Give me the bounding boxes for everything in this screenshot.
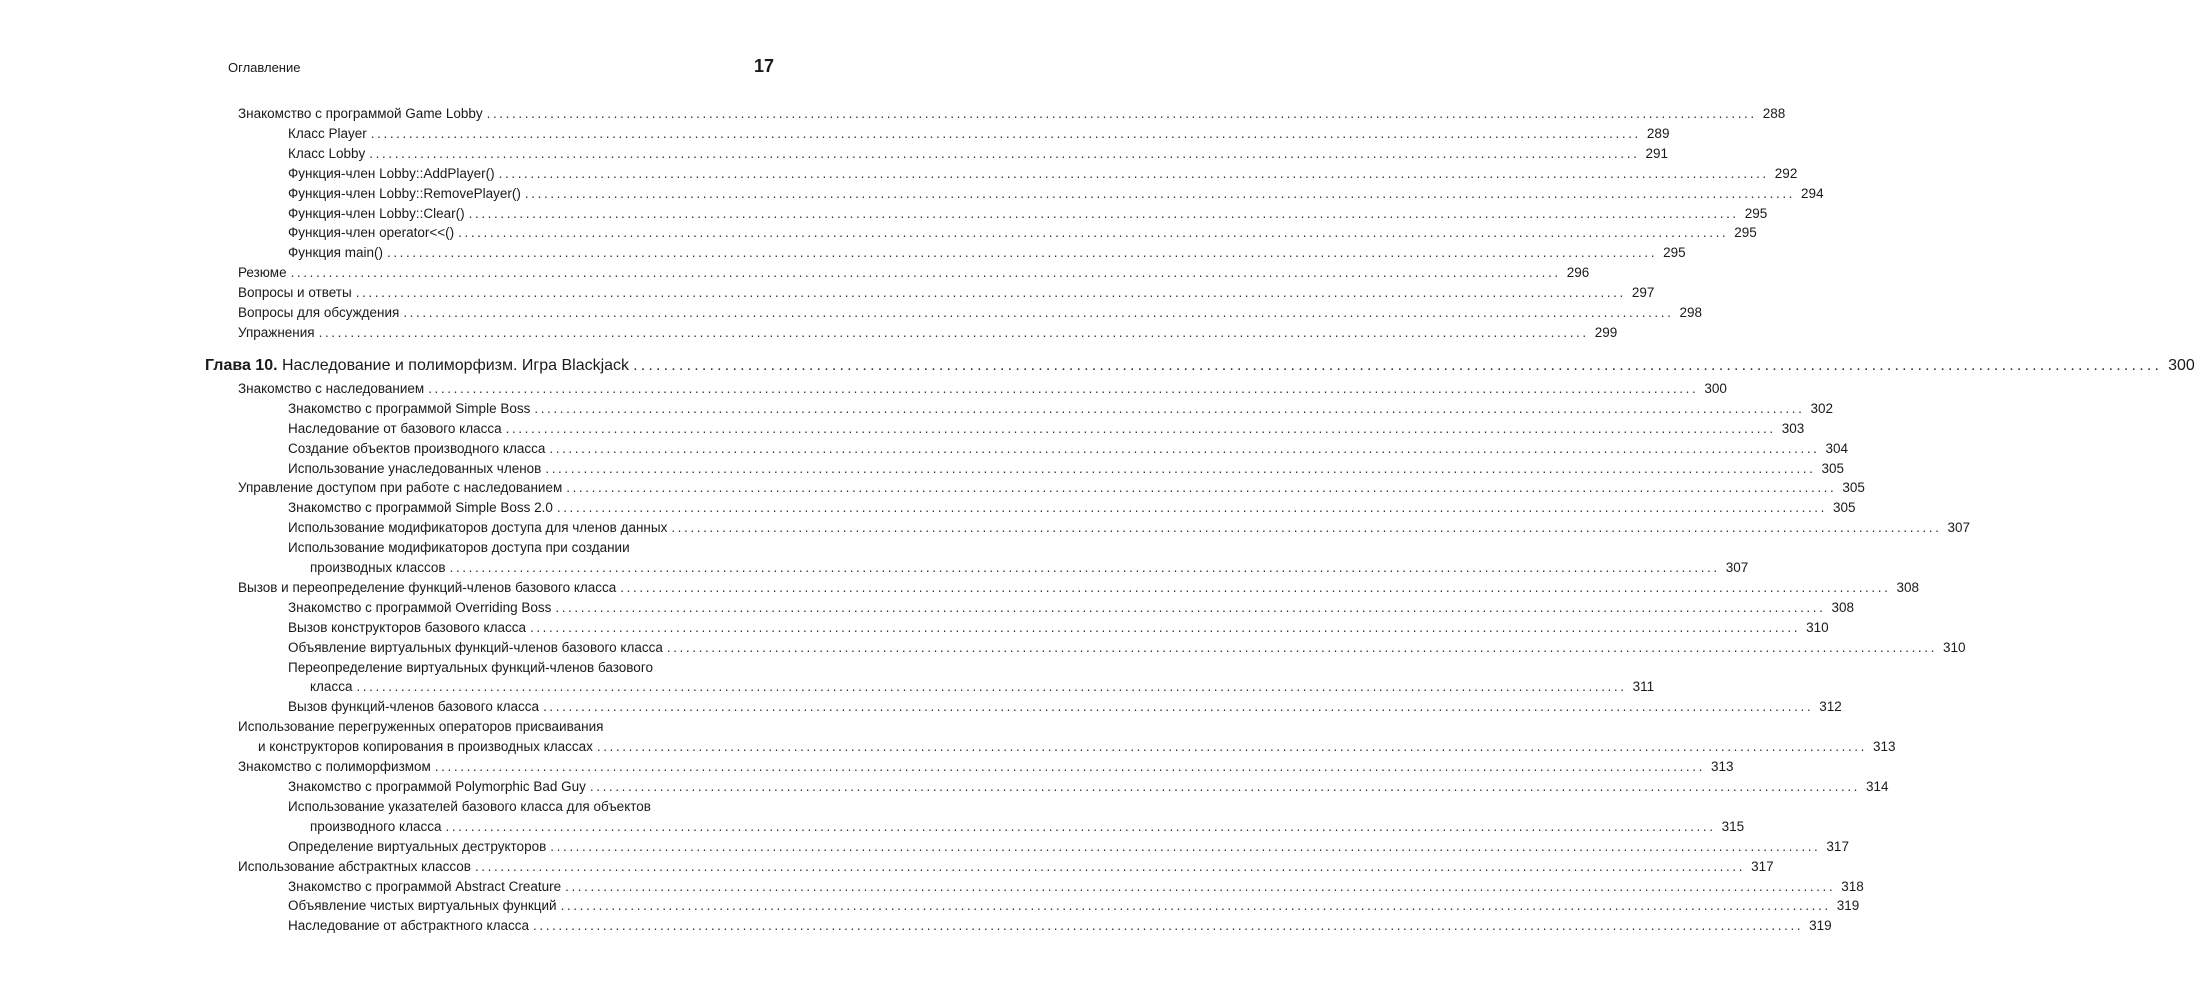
dot-leader: ........................................................................................................................................................................................................ (355, 285, 1626, 301)
dot-leader: ........................................................................................................................................................................................................ (486, 106, 1757, 121)
toc-page-number: 314 (1866, 779, 1889, 794)
chapter-title: Наследование и полиморфизм. Игра Blackjack (282, 356, 630, 374)
toc-page-number: 297 (1631, 285, 1655, 301)
toc-entry-title: Управление доступом при работе с наследованием (238, 480, 563, 496)
toc-page-number: 288 (1762, 106, 1786, 121)
toc-entry (0, 379, 1727, 399)
toc-chapter (0, 354, 2195, 378)
toc-entry (0, 697, 1842, 717)
toc-entry (0, 164, 1798, 184)
toc-entry-title: Определение виртуальных деструкторов (288, 838, 547, 854)
toc-entry-title: Знакомство с программой Abstract Creature (288, 878, 562, 894)
toc-entry-title: класса (310, 679, 353, 695)
toc-entry-title: Класс Lobby (288, 145, 366, 161)
toc-entry-text-line: Использование модификаторов доступа при создании (288, 540, 630, 556)
toc-entry-title: Использование модификаторов доступа для членов данных (288, 520, 668, 536)
toc-entry-title: Упражнения (238, 324, 315, 340)
toc-entry-title: Наследование от базового класса (288, 420, 502, 436)
dot-leader: ........................................................................................................................................................................................................ (474, 858, 1746, 874)
toc-entry-title: Функция-член Lobby::Clear() (288, 205, 465, 221)
toc-page-number: 319 (1809, 918, 1832, 934)
toc-entry (0, 144, 1668, 164)
toc-entry (0, 598, 1855, 618)
dot-leader: ........................................................................................................................................................................................................ (565, 878, 1836, 894)
toc-page-number: 304 (1825, 440, 1849, 456)
toc-entry-title: производного класса (310, 818, 442, 834)
toc-entry-title: Использование абстрактных классов (238, 858, 471, 874)
dot-leader: ........................................................................................................................................................................................................ (445, 818, 1716, 834)
toc-page-number: 299 (1594, 324, 1618, 340)
toc-entry-title: Вопросы и ответы (238, 285, 352, 301)
toc-page-number: 305 (1842, 480, 1865, 496)
dot-leader: ........................................................................................................................................................................................................ (555, 599, 1826, 615)
toc-entry-title: Вопросы для обсуждения (238, 305, 400, 321)
toc-entry (0, 877, 1864, 897)
toc-entry (0, 104, 1786, 124)
toc-entry-title: Резюме (238, 265, 287, 281)
toc-page-number: 317 (1751, 858, 1774, 874)
toc-entry (0, 124, 1670, 144)
toc-entry-title: Знакомство с наследованием (238, 380, 425, 396)
toc-entry (0, 658, 1655, 698)
toc-entry-title: Создание объектов производного класса (288, 440, 546, 456)
toc-page-number: 317 (1826, 838, 1849, 854)
toc-entry (0, 478, 1865, 498)
toc-entry (0, 578, 1919, 598)
toc-entry (0, 896, 1860, 916)
toc-entry-title: Вызов и переопределение функций-членов базового класса (238, 579, 617, 595)
toc-entry-title: Знакомство с программой Game Lobby (238, 106, 483, 121)
toc-entry (0, 323, 1618, 343)
toc-entry (0, 419, 1805, 439)
toc-page-number: 289 (1646, 125, 1670, 141)
dot-leader: ........................................................................................................................................................................................................ (529, 619, 1801, 635)
toc-entry (0, 204, 1768, 224)
dot-leader: ........................................................................................................................................................................................................ (318, 324, 1589, 340)
toc-entry (0, 439, 1849, 459)
dot-leader: ........................................................................................................................................................................................................ (386, 245, 1658, 261)
toc-page-number: 312 (1819, 699, 1842, 715)
toc-page-number: 310 (1806, 619, 1829, 635)
dot-leader: ........................................................................................................................................................................................................ (550, 838, 1821, 854)
toc-page-number: 313 (1873, 739, 1896, 755)
dot-leader: ........................................................................................................................................................................................................ (560, 898, 1831, 914)
toc-entry-title: Объявление чистых виртуальных функций (288, 898, 557, 914)
page-number: 17 (753, 56, 774, 76)
toc-entry-title: Функция-член Lobby::AddPlayer() (288, 165, 495, 181)
dot-leader: ........................................................................................................................................................................................................ (543, 699, 1814, 715)
toc-page-number: 308 (1831, 599, 1855, 615)
toc-entry-title: Знакомство с программой Overriding Boss (288, 599, 552, 615)
toc-entry-title: Знакомство с программой Polymorphic Bad Guy (288, 779, 586, 794)
toc-entry (0, 916, 1832, 936)
toc-page-number: 295 (1734, 225, 1757, 241)
toc-entry (0, 538, 1749, 578)
toc-entry (0, 459, 1845, 479)
dot-leader: ........................................................................................................................................................................................................ (533, 918, 1804, 934)
toc-entry-title: Функция-член Lobby::RemovePlayer() (288, 185, 521, 201)
toc-page-number: 298 (1679, 305, 1703, 321)
dot-leader: ........................................................................................................................................................................................................ (468, 205, 1739, 221)
toc-entry (0, 618, 1829, 638)
dot-leader: ........................................................................................................................................................................................................ (524, 185, 1796, 201)
toc-entry-title: Функция main() (288, 245, 383, 261)
toc-entry (0, 717, 1896, 757)
toc-page-number: 307 (1725, 560, 1749, 576)
toc-page-number: 300 (1704, 380, 1727, 396)
dot-leader: ........................................................................................................................................................................................................ (458, 225, 1729, 241)
toc-entry (0, 777, 1889, 797)
toc-entry-title: Знакомство с полиморфизмом (238, 759, 431, 775)
toc-page-number: 308 (1896, 579, 1919, 595)
dot-leader: ........................................................................................................................................................................................................ (534, 400, 1805, 416)
dot-leader: ........................................................................................................................................................................................................ (545, 460, 1816, 476)
dot-leader: ........................................................................................................................................................................................................ (356, 679, 1627, 695)
dot-leader: ........................................................................................................................................................................................................ (505, 420, 1776, 436)
dot-leader: ........................................................................................................................................................................................................ (290, 265, 1561, 281)
toc-page-number: 302 (1810, 400, 1834, 416)
running-header-title: Оглавление (228, 60, 301, 75)
toc-page-number: 313 (1710, 759, 1734, 775)
dot-leader: ........................................................................................................................................................................................................ (556, 500, 1828, 516)
dot-leader: ........................................................................................................................................................................................................ (369, 145, 1640, 161)
toc-page-number: 318 (1841, 878, 1864, 894)
dot-leader: ........................................................................................................................................................................................................ (449, 560, 1720, 576)
toc-entry-text-line: Использование перегруженных операторов присваивания (238, 719, 604, 735)
table-of-contents (0, 104, 2195, 936)
toc-page-number: 295 (1744, 205, 1768, 221)
toc-entry (0, 518, 1971, 538)
toc-entry-title: Наследование от абстрактного класса (288, 918, 529, 934)
toc-page-number: 319 (1836, 898, 1860, 914)
dot-leader: ........................................................................................................................................................................................................ (370, 125, 1641, 141)
toc-page-number: 305 (1821, 460, 1845, 476)
dot-leader: ........................................................................................................................................................................................................ (428, 380, 1699, 396)
toc-entry-title: Знакомство с программой Simple Boss 2.0 (288, 500, 553, 516)
toc-entry (0, 243, 1686, 263)
toc-entry-title: Использование унаследованных членов (288, 460, 542, 476)
dot-leader: ........................................................................................................................................................................................................ (566, 480, 1837, 496)
toc-entry (0, 399, 1834, 419)
toc-entry-title: Вызов функций-членов базового класса (288, 699, 540, 715)
toc-page-number: 311 (1632, 679, 1655, 695)
toc-entry (0, 498, 1856, 518)
toc-page-number: 307 (1947, 520, 1971, 536)
toc-entry-text-line: Использование указателей базового класса для объектов (288, 798, 651, 814)
chapter-number: Глава 10. (205, 356, 278, 374)
toc-entry (0, 797, 1745, 837)
toc-entry-title: Класс Player (288, 125, 367, 141)
dot-leader: ........................................................................................................................................................................................................ (620, 579, 1891, 595)
toc-entry (0, 638, 1966, 658)
toc-entry-title: Знакомство с программой Simple Boss (288, 400, 531, 416)
toc-entry (0, 263, 1590, 283)
toc-entry-title: Функция-член operator<<() (288, 225, 455, 241)
toc-entry (0, 857, 1774, 877)
toc-page-number: 291 (1645, 145, 1668, 161)
toc-entry-title: Объявление виртуальных функций-членов базового класса (288, 639, 663, 655)
dot-leader: ........................................................................................................................................................................................................ (596, 739, 1868, 755)
toc-entry-text-line: Переопределение виртуальных функций-членов базового (288, 659, 653, 675)
toc-entry-title: и конструкторов копирования в производных классах (258, 739, 593, 755)
toc-entry-title: Вызов конструкторов базового класса (288, 619, 526, 635)
dot-leader: ........................................................................................................................................................................................................ (403, 305, 1674, 321)
toc-page-number: 305 (1833, 500, 1856, 516)
toc-entry-title: производных классов (310, 560, 446, 576)
toc-page-number: 295 (1663, 245, 1686, 261)
dot-leader: ........................................................................................................................................................................................................ (434, 759, 1705, 775)
toc-entry (0, 303, 1703, 323)
dot-leader: ........................................................................................................................................................................................................ (549, 440, 1820, 456)
toc-page-number: 315 (1721, 818, 1745, 834)
dot-leader: ........................................................................................................................................................................................................ (498, 165, 1769, 181)
dot-leader: ........................................................................................................................................................................................................ (666, 639, 1937, 655)
toc-page-number: 294 (1801, 185, 1824, 201)
dot-leader: ........................................................................................................................................................................................................ (589, 779, 1861, 794)
dot-leader: ........................................................................................................................................................................................................ (671, 520, 1942, 536)
toc-page-number: 296 (1566, 265, 1590, 281)
toc-entry (0, 184, 1824, 204)
toc-entry (0, 757, 1734, 777)
dot-leader: ........................................................................................................................................................................................................ (633, 356, 2163, 374)
toc-entry (0, 837, 1849, 857)
toc-entry (0, 283, 1655, 303)
toc-page-number: 292 (1774, 165, 1798, 181)
running-header (228, 56, 774, 77)
toc-entry (0, 223, 1757, 243)
toc-page-number: 300 (2168, 356, 2195, 374)
toc-page-number: 310 (1943, 639, 1966, 655)
toc-page-number: 303 (1781, 420, 1805, 436)
